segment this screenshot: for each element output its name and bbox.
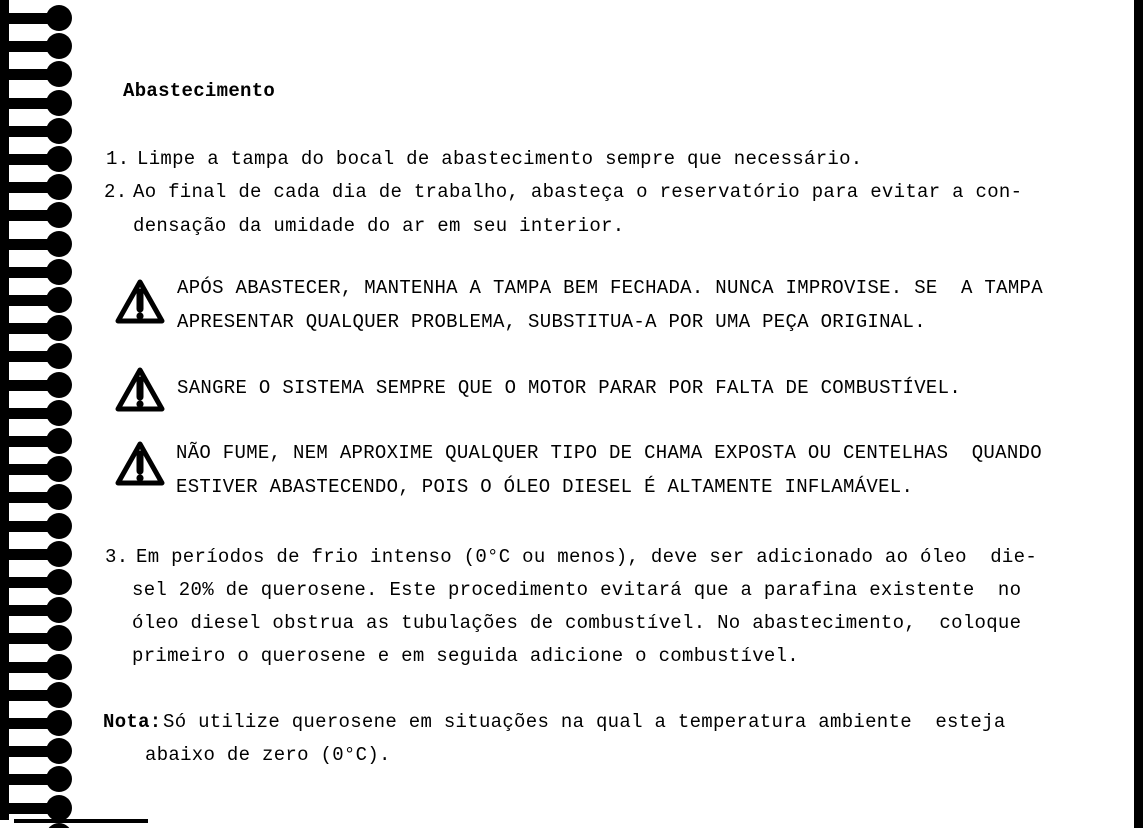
binding-tooth [0,513,76,539]
binding-tooth [0,738,76,764]
warning-triangle-icon [114,366,166,414]
binding-tooth [0,90,76,116]
warning-triangle-icon [114,440,166,488]
binding-tooth [0,654,76,680]
warning-1-text: APÓS ABASTECER, MANTENHA A TAMPA BEM FECHADA. NUNCA IMPROVISE. SE A TAMPA [177,277,1043,299]
warning-3-text: NÃO FUME, NEM APROXIME QUALQUER TIPO DE CHAMA EXPOSTA OU CENTELHAS QUANDO [176,442,1042,464]
binding-tooth [0,400,76,426]
binding-tooth [0,484,76,510]
binding-tooth [0,710,76,736]
binding-tooth [0,766,76,792]
binding-tooth [0,174,76,200]
binding-tooth [0,231,76,257]
list-item-2-text: densação da umidade do ar em seu interior. [133,215,625,237]
note-label: Nota: [103,711,162,733]
binding-tooth [0,823,76,828]
binding-tooth [0,372,76,398]
binding-tooth [0,287,76,313]
list-item-3-text: sel 20% de querosene. Este procedimento evitará que a parafina existente no [132,579,1022,601]
binding-tooth [0,315,76,341]
binding-tooth [0,5,76,31]
list-item-1-number: 1. [106,148,130,170]
binding-tooth [0,61,76,87]
list-item-3-text: primeiro o querosene e em seguida adicione o combustível. [132,645,800,667]
warning-triangle-icon [114,278,166,326]
binding-tooth [0,146,76,172]
binding-tooth [0,795,76,821]
page-right-edge [1134,0,1143,828]
binding-tooth [0,118,76,144]
note-text: Só utilize querosene em situações na qual a temperatura ambiente esteja [163,711,1006,733]
list-item-3-text: óleo diesel obstrua as tubulações de combustível. No abastecimento, coloque [132,612,1022,634]
binding-tooth [0,428,76,454]
binding-tooth [0,259,76,285]
list-item-2-number: 2. [104,181,128,203]
page-title: Abastecimento [123,80,276,102]
page-bottom-edge-line [14,819,148,823]
binding-tooth [0,456,76,482]
binding-tooth [0,541,76,567]
binding-tooth [0,33,76,59]
binding-tooth [0,343,76,369]
list-item-2-text: Ao final de cada dia de trabalho, abasteça o reservatório para evitar a con- [133,181,1023,203]
binding-tooth [0,202,76,228]
note-text: abaixo de zero (0°C). [145,744,391,766]
warning-3-text: ESTIVER ABASTECENDO, POIS O ÓLEO DIESEL É ALTAMENTE INFLAMÁVEL. [176,476,914,498]
warning-2-text: SANGRE O SISTEMA SEMPRE QUE O MOTOR PARAR POR FALTA DE COMBUSTÍVEL. [177,377,962,399]
binding-tooth [0,625,76,651]
list-item-3-text: Em períodos de frio intenso (0°C ou menos), deve ser adicionado ao óleo die- [136,546,1038,568]
binding-tooth [0,569,76,595]
binding-tooth [0,597,76,623]
binding-tooth [0,682,76,708]
warning-1-text: APRESENTAR QUALQUER PROBLEMA, SUBSTITUA-A POR UMA PEÇA ORIGINAL. [177,311,926,333]
list-item-3-number: 3. [105,546,129,568]
list-item-1-text: Limpe a tampa do bocal de abastecimento sempre que necessário. [137,148,863,170]
